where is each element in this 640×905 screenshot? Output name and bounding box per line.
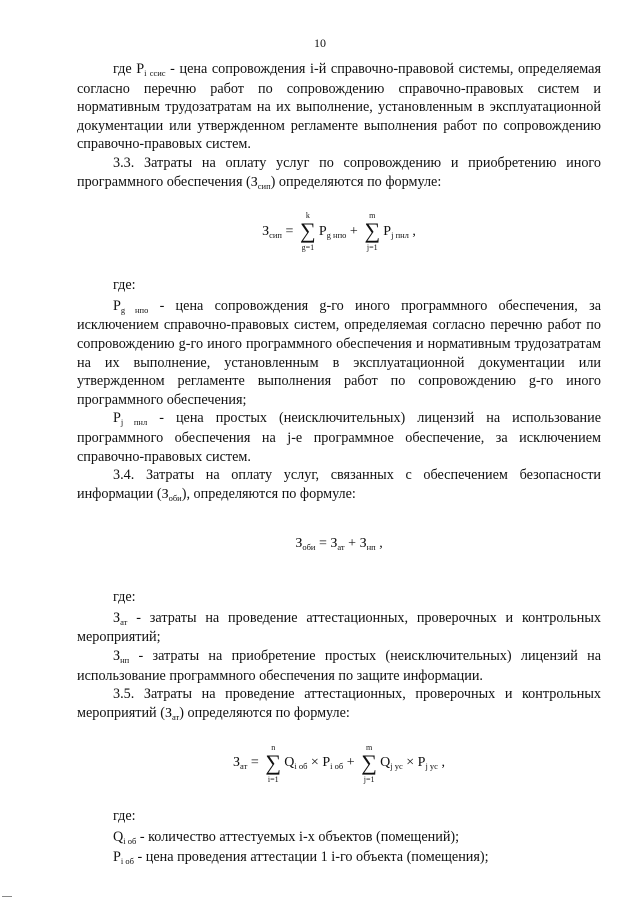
def-qiob-text: - количество аттестуемых i-х объектов (помещений); (136, 829, 460, 846)
sum-symbol: m ∑ j=1 (361, 211, 383, 252)
def-piob-text: - цена проведения аттестации 1 i-го объекта (помещения); (133, 848, 489, 865)
f3-t1: Q (284, 755, 295, 771)
def-znp-text: - затраты на приобретение простых (неисключительных) лицензий на использование программного обеспечения по защите информации. (77, 648, 601, 684)
document-body (77, 60, 601, 867)
def-pgnpo-sub: g нпо (120, 304, 149, 315)
f2-tail: , (375, 536, 383, 552)
def-pgnpo-sym: P (113, 297, 121, 314)
paragraph-spravochno-pravovye (77, 60, 601, 154)
s35-text-a: 3.5. Затраты на проведение аттестационных, проверочных и контрольных мероприятий ( (77, 686, 601, 721)
where-label: где: (113, 808, 136, 825)
formula-zat (77, 741, 601, 785)
sum-symbol: n ∑ i=1 (262, 743, 284, 784)
s33-sym-sub: сип (257, 180, 271, 191)
def-zat-sub: ат (120, 616, 128, 627)
def-zat-text: - затраты на проведение аттестационных, проверочных и контрольных мероприятий; (77, 609, 601, 646)
s33-sym: З (250, 174, 258, 190)
f2-t2-sub: нп (366, 542, 376, 553)
def-pjpnl-sub: j пнл (120, 417, 148, 428)
definition-z-at (77, 609, 601, 647)
f2-t1: З (330, 536, 338, 552)
s35-text-b: ) определяются по формуле: (179, 704, 350, 721)
f2-t2: З (359, 536, 367, 552)
f1-plus: + (346, 224, 362, 240)
s34-sym-sub: оби (168, 492, 182, 503)
definition-p-j-pnl (77, 409, 601, 466)
def-piob-sym: P (113, 848, 121, 865)
definition-p-i-ob (77, 848, 601, 868)
f2-lhs-sub: оби (302, 542, 316, 553)
def-pjpnl-sym: P (113, 410, 121, 427)
p1-lead-sub: i ссис (144, 68, 166, 78)
def-qiob-sym: Q (113, 829, 124, 846)
f3-lhs: З (233, 755, 241, 771)
f1-eq: = (281, 224, 297, 240)
scan-edge-mark (2, 896, 12, 897)
f1-t2: P (383, 224, 392, 240)
f1-lhs-sub: сип (269, 230, 282, 241)
f2-plus: + (344, 536, 360, 552)
def-piob-sub: i об (120, 855, 134, 866)
f1-tail: , (408, 224, 416, 240)
definition-p-g-npo (77, 297, 601, 410)
where-label: где: (113, 277, 136, 294)
def-zat-sym: З (113, 609, 121, 626)
f1-lhs: З (262, 224, 270, 240)
f3-t4-sub: j ус (425, 761, 438, 772)
f3-eq: = (247, 755, 263, 771)
f3-t3-sub: j ус (390, 761, 403, 772)
formula-zobi (77, 522, 601, 566)
section-3-5 (77, 685, 601, 723)
def-qiob-sub: i об (123, 836, 137, 847)
f3-t4: P (417, 755, 426, 771)
p1-lead: где P (113, 61, 145, 77)
f3-lhs-sub: ат (240, 761, 248, 772)
definition-q-i-ob (77, 828, 601, 848)
f2-eq: = (315, 536, 331, 552)
f3-tail: , (437, 755, 445, 771)
definition-z-np (77, 647, 601, 685)
f2-t1-sub: ат (337, 542, 345, 553)
s34-sym: З (161, 486, 169, 502)
section-3-3 (77, 154, 601, 192)
f1-t2-sub: j пнл (391, 230, 409, 241)
s33-text-a: 3.3. Затраты на оплату услуг по сопровождению и приобретению иного программного обеспечения ( (77, 154, 601, 190)
def-znp-sym: З (113, 648, 121, 665)
formula-zsip (77, 210, 601, 254)
s34-text-a: 3.4. Затраты на оплату услуг, связанных с обеспечением безопасности информации ( (77, 467, 601, 502)
s34-text-b: ), определяются по формуле: (181, 485, 356, 502)
s35-sym: З (164, 705, 172, 721)
f2-lhs: З (295, 536, 303, 552)
sum-symbol: k ∑ g=1 (297, 211, 319, 252)
s33-text-b: ) определяются по формуле: (270, 173, 442, 190)
sum-upper-limit: m (365, 742, 373, 752)
def-znp-sub: нп (120, 655, 130, 666)
f3-t2-sub: i об (330, 761, 344, 772)
sum-lower-limit: g=1 (301, 243, 315, 253)
f1-t1-sub: g нпо (326, 230, 347, 241)
f3-t2: P (322, 755, 331, 771)
sum-symbol: m ∑ j=1 (358, 743, 380, 784)
f3-t3: Q (380, 755, 391, 771)
f3-plus: + (343, 755, 359, 771)
sum-upper-limit: n (271, 742, 276, 752)
sum-lower-limit: j=1 (363, 774, 375, 784)
sum-upper-limit: k (305, 211, 310, 221)
sum-lower-limit: i=1 (267, 774, 279, 784)
f3-times2: × (402, 755, 418, 771)
def-pgnpo-text: - цена сопровождения g-го иного программного обеспечения, за исключением справочно-правовых систем, определяемая согласно перечню работ по сопровождению g-го иного программного обеспечения и нормативным трудозатратам на их выполнение, установленным в эксплуатационной документации или утвержденном регламенте выполнения работ по сопровождению g-го иного программного обеспечения; (77, 297, 601, 408)
s35-sym-sub: ат (171, 711, 180, 722)
section-3-4 (77, 466, 601, 504)
where-label: где: (113, 589, 136, 606)
def-pjpnl-text: - цена простых (неисключительных) лицензий на использование программного обеспечения на j-е программное обеспечение, за исключением справочно-правовых систем. (77, 410, 601, 465)
f1-t1: P (318, 224, 327, 240)
f3-t1-sub: i об (294, 761, 308, 772)
f3-times1: × (307, 755, 323, 771)
p1-text: - цена сопровождения i-й справочно-правовой системы, определяемая согласно перечню работ по сопровождению справочно-правовых систем и нормативным трудозатратам на их выполнение, установленным в эксплуатационной документации или утвержденном регламенте выполнения работ по сопровождению справочно-правовых систем. (77, 61, 601, 153)
page-number: 10 (314, 36, 326, 50)
sum-lower-limit: j=1 (366, 243, 378, 253)
sum-upper-limit: m (369, 211, 376, 221)
